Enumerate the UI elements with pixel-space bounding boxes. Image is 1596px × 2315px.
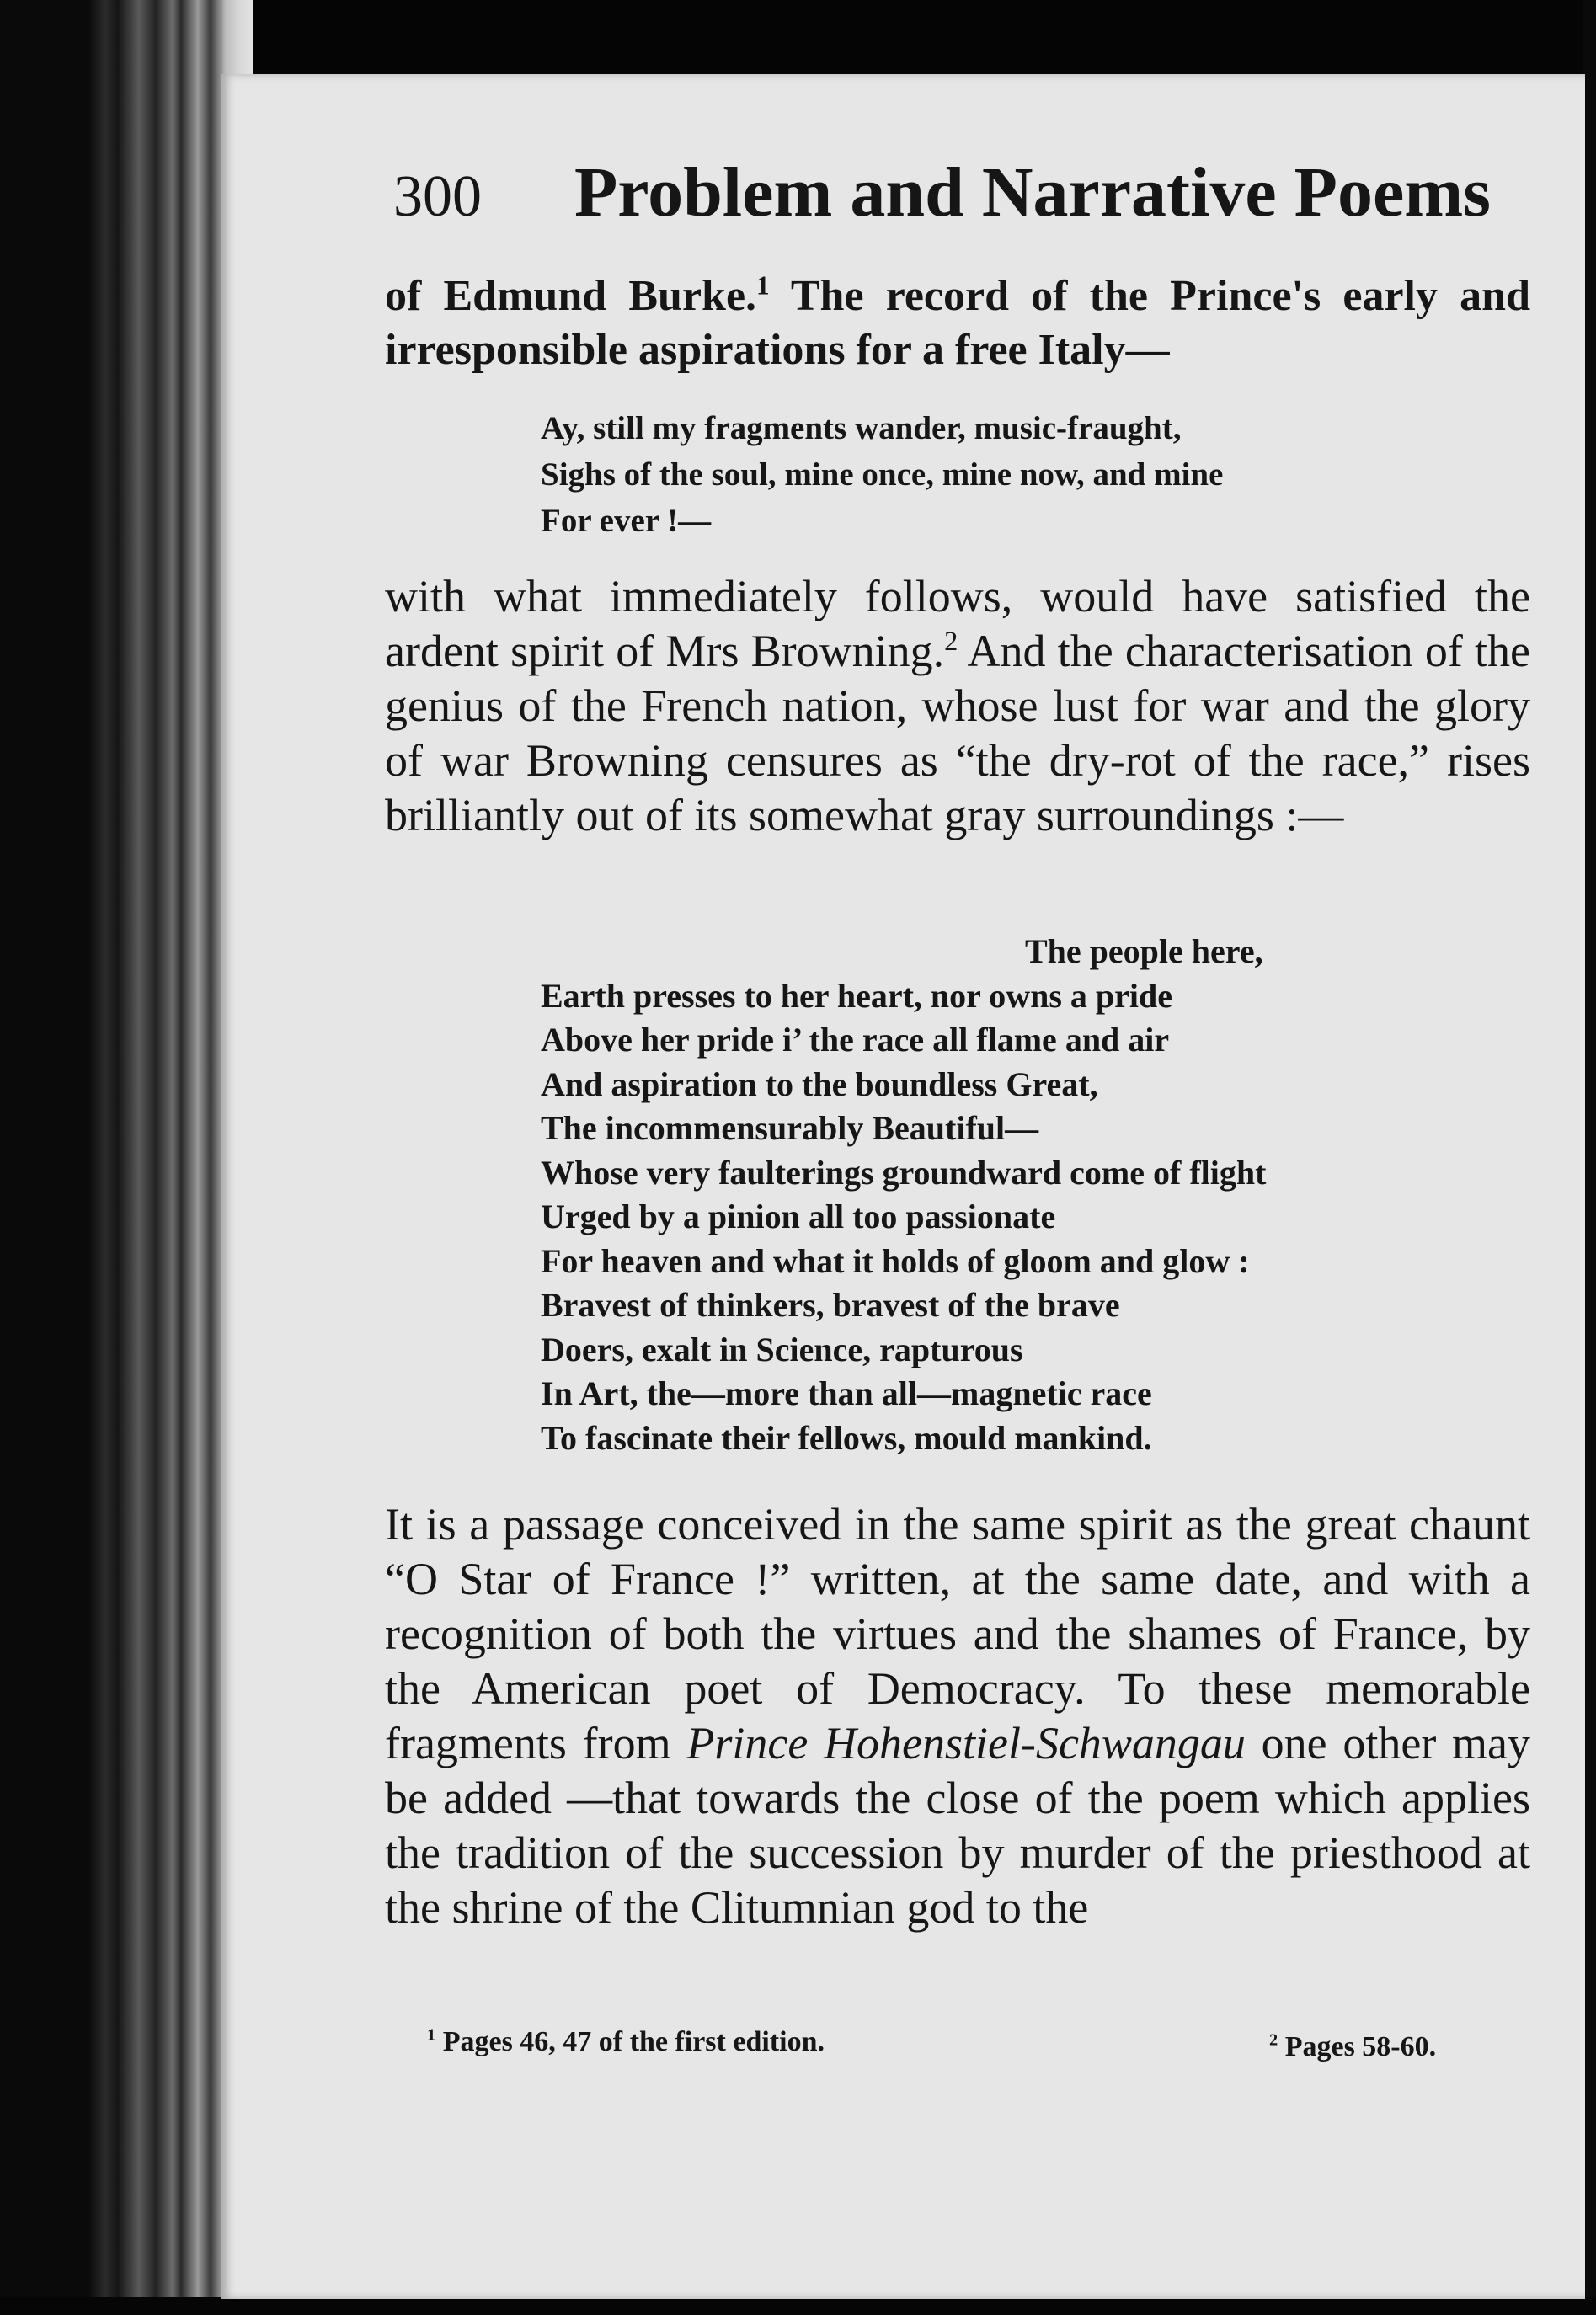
verse-line: Bravest of thinkers, bravest of the brave (541, 1286, 1120, 1324)
paragraph-1-text-a: of Edmund Burke. (385, 272, 757, 320)
footnotes (427, 2026, 1505, 2077)
footnote-1-text: Pages 46, 47 of the first edition. (435, 2026, 825, 2057)
page-number: 300 (393, 164, 482, 229)
footnote-2 (1269, 2031, 1436, 2063)
footnote-2-mark: 2 (1269, 2030, 1278, 2050)
work-title-italic: Prince Hohenstiel-Schwangau (686, 1718, 1246, 1768)
verse-quote-1 (541, 405, 1535, 544)
paragraph-2-text-b: And the characterisation of the genius of the French nation, whose lust for war and the glory of war Browning censures as “the dry-rot of the race,” rises brilliantly out of its somewhat gray surroundings :— (385, 626, 1531, 840)
paragraph-3-text-b: one other may be added —that towards the close of the poem which applies the tradition of the succession by murder of the priesthood at the shrine of the Clitumnian god to the (385, 1718, 1530, 1933)
verse-line: For heaven and what it holds of gloom and glow : (541, 1241, 1250, 1280)
footnote-ref-2: 2 (944, 627, 958, 657)
footnote-2-text: Pages 58-60. (1278, 2031, 1437, 2062)
film-border-left (0, 0, 253, 2315)
verse-line: Above her pride i’ the race all flame and air (541, 1021, 1170, 1059)
verse-line: For ever !— (541, 503, 712, 539)
paragraph-2 (385, 569, 1530, 843)
verse-line: In Art, the—more than all—magnetic race (541, 1374, 1152, 1412)
paragraph-3 (385, 1497, 1530, 1935)
paragraph-3-text-a: It is a passage conceived in the same spirit as the great chaunt “O Star of France !” written, at the same date, and with a recognition of both the virtues and the shames of France, by the American poet of Democracy. To these memorable fragments from (385, 1499, 1530, 1768)
verse-line: To fascinate their fellows, mould mankind. (541, 1418, 1152, 1457)
verse-quote-2 (541, 930, 1535, 1460)
paragraph-1 (385, 269, 1530, 377)
footnote-ref-1: 1 (756, 270, 770, 301)
footnote-1 (427, 2026, 825, 2058)
verse-line: Doers, exalt in Science, rapturous (541, 1330, 1023, 1368)
verse-line: Ay, still my fragments wander, music-fraught, (541, 410, 1182, 446)
footnote-1-mark: 1 (427, 2025, 436, 2045)
verse-line: Earth presses to her heart, nor owns a pride (541, 976, 1172, 1015)
verse-line: Urged by a pinion all too passionate (541, 1198, 1056, 1235)
paragraph-1-text-b: The record of the Prince's early and irresponsible aspirations for a free Italy— (385, 272, 1530, 374)
paragraph-2-text-a: with what immediately follows, would have satisfied the ardent spirit of Mrs Browning. (385, 571, 1530, 676)
verse-line: Whose very faulterings groundward come of flight (541, 1153, 1267, 1192)
film-border-bottom (0, 2297, 1596, 2315)
running-head (393, 152, 1539, 244)
running-title: Problem and Narrative Poems (574, 153, 1491, 232)
book-page (221, 74, 1585, 2299)
verse-line: Sighs of the soul, mine once, mine now, and mine (541, 456, 1224, 493)
verse-line: The people here, (1025, 932, 1263, 970)
verse-line: And aspiration to the boundless Great, (541, 1064, 1098, 1103)
verse-line: The incommensurably Beautiful— (541, 1109, 1039, 1147)
film-border-right (1583, 0, 1596, 2315)
